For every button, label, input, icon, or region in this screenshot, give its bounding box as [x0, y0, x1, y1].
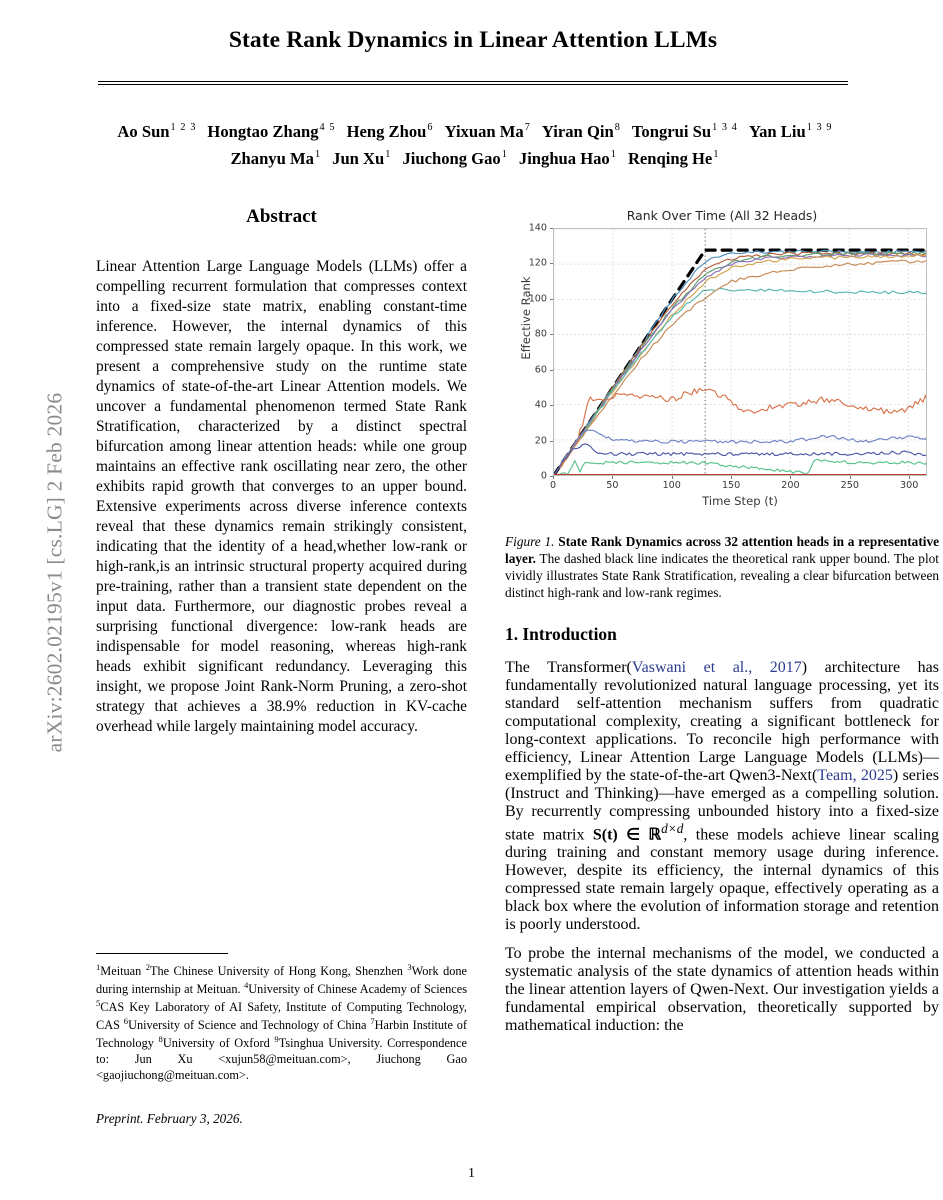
author-line-1	[70, 119, 880, 146]
chart-xtick-mark	[553, 476, 554, 479]
intro-p1-c: ) series (Instruct and Thinking)—have emerged as a compelling solution. By recurrently compressing unbounded history into a fixed-size state matrix	[505, 766, 940, 843]
chart-series-head-high-6	[554, 288, 926, 475]
author-name: Hongtao Zhang$^{4 5}$	[207, 122, 336, 141]
author-affiliation-marker: 7	[524, 122, 531, 134]
footnote-affiliation: CAS Key Laboratory of AI Safety, Institute of Computing Technology, CAS	[96, 1000, 467, 1033]
author-name: Heng Zhou$^6$	[346, 122, 434, 141]
footnote-text	[96, 962, 467, 1084]
arxiv-stamp: arXiv:2602.02195v1 [cs.LG] 2 Feb 2026	[42, 392, 67, 753]
footnote-marker: 1	[96, 962, 101, 972]
chart-ytick-label: 20	[534, 435, 547, 447]
author-name: Yan Liu$^{1 3 9}$	[748, 122, 833, 141]
footnotes-block	[96, 953, 467, 1127]
chart-ylabel: Effective Rank	[519, 276, 533, 360]
footnote-marker: 8	[158, 1034, 163, 1045]
figure-caption	[505, 534, 939, 602]
chart-ytick-label: 100	[528, 293, 547, 305]
introduction-paragraph-2: To probe the internal mechanisms of the model, we conducted a systematic analysis of the state dynamics of attention heads within the linear attention layers of Qwen-Next. Our investigation yields a fundamental empirical observation, theoretically supported by mathematical induction: the	[505, 944, 939, 1034]
chart-xtick-mark	[850, 476, 851, 479]
footnote-marker: 4	[244, 980, 249, 991]
chart-ytick-label: 60	[534, 364, 547, 376]
author-name: Jinghua Hao$^1$	[518, 148, 617, 168]
author-name: Jiuchong Gao$^1$	[402, 148, 508, 168]
footnote-marker: 2	[145, 962, 150, 972]
author-affiliation-marker: 8	[614, 122, 621, 134]
author-affiliation-marker: 1	[610, 149, 617, 161]
footnote-affiliation: University of Oxford	[162, 1036, 275, 1051]
author-affiliation-marker: 1	[713, 149, 720, 161]
footnote-affiliation: Meituan	[100, 964, 146, 979]
preprint-line: Preprint. February 3, 2026.	[96, 1111, 243, 1127]
chart-title: Rank Over Time (All 32 Heads)	[626, 208, 818, 223]
citation-vaswani[interactable]: Vaswani et al., 2017	[631, 658, 802, 676]
author-line-2	[70, 146, 880, 173]
footnote-affiliation: Tsinghua University. Correspondence to: Jun Xu <xujun58@meituan.com>, Jiuchong Gao <gaojiuchong@meituan.com>.	[96, 1036, 467, 1083]
chart-plot-area	[553, 228, 927, 476]
footnote-marker: 9	[274, 1034, 279, 1045]
author-list	[70, 119, 880, 173]
figure-caption-bold: State Rank Dynamics across 32 attention heads in a representative layer.	[505, 534, 940, 566]
chart-xtick-mark	[909, 476, 910, 479]
chart-svg	[554, 229, 926, 475]
figure-caption-rest: The dashed black line indicates the theoretical rank upper bound. The plot vividly illustrates State Rank Stratification, revealing a clear bifurcation between distinct high-rank and low-rank regimes.	[505, 550, 939, 600]
author-affiliation-marker: 1	[314, 149, 322, 161]
state-matrix-math-exponent: d×d	[661, 820, 684, 836]
section-heading-introduction: 1. Introduction	[505, 623, 617, 644]
author-name: Renqing He$^1$	[627, 148, 720, 168]
footnote-affiliation: Work done during internship at Meituan.	[96, 964, 467, 997]
citation-team[interactable]: Team, 2025	[817, 766, 893, 784]
chart-xtick-mark	[731, 476, 732, 479]
chart-xtick-label: 100	[662, 480, 681, 491]
chart-xtick-label: 300	[900, 480, 919, 491]
author-name: Zhanyu Ma$^1$	[230, 148, 322, 168]
page-number: 1	[468, 1166, 475, 1181]
chart-ytick-label: 140	[528, 222, 547, 234]
chart-xtick-label: 200	[781, 480, 800, 491]
introduction-paragraph-1	[505, 659, 939, 934]
chart-xtick-label: 150	[721, 480, 741, 491]
title-block	[98, 26, 848, 85]
chart-ytick-mark	[550, 405, 553, 406]
chart-xtick-mark	[672, 476, 673, 479]
chart-ytick-label: 0	[540, 470, 547, 482]
chart-xtick-mark	[612, 476, 613, 479]
author-affiliation-marker: 1	[385, 149, 392, 161]
figure-1	[505, 206, 939, 1046]
chart-ytick-mark	[550, 334, 553, 335]
intro-p1-a: The Transformer(	[505, 658, 632, 676]
introduction-section	[505, 624, 939, 1035]
state-matrix-math: S(t) ∈ ℝ	[592, 825, 662, 843]
chart-xlabel: Time Step (t)	[702, 494, 778, 508]
footnote-marker: 5	[96, 998, 101, 1009]
author-affiliation-marker: 1 2 3	[170, 122, 197, 134]
title-divider	[98, 81, 848, 85]
footnote-divider	[96, 953, 228, 954]
footnote-marker: 3	[407, 962, 412, 972]
footnote-affiliation: Harbin Institute of Technology	[96, 1018, 468, 1051]
left-column	[96, 205, 467, 737]
author-name: Jun Xu$^1$	[332, 148, 392, 168]
author-name: Yiran Qin$^8$	[541, 122, 621, 141]
footnote-affiliation: University of Chinese Academy of Sciences	[248, 982, 467, 997]
chart-ytick-mark	[550, 263, 553, 264]
chart-ytick-mark	[550, 441, 553, 442]
footnote-affiliation: University of Science and Technology of China	[128, 1018, 371, 1033]
chart-ytick-label: 40	[534, 399, 547, 411]
page-title: State Rank Dynamics in Linear Attention LLMs	[228, 27, 718, 53]
author-name: Yixuan Ma$^7$	[444, 122, 531, 141]
chart-ytick-mark	[550, 299, 553, 300]
author-affiliation-marker: 1 3 4	[712, 122, 738, 134]
chart-xtick-label: 50	[606, 480, 619, 491]
chart-xtick-label: 250	[840, 480, 859, 491]
intro-p1-d: , these models achieve linear scaling during training and constant memory usage during inference. However, despite its efficiency, the internal dynamics of this compressed state remain largely opaque, effectively operating as a black box where the evolution of information storage and retention is poorly understood.	[505, 825, 939, 933]
intro-p1-b: ) architecture has fundamentally revolutionized natural language processing, yet its standard self-attention mechanism suffers from quadratic computational complexity, creating a significant bottleneck for long-context applications. To reconcile high performance with efficiency, Linear Attention Large Language Models (LLMs)—exemplified by the state-of-the-art Qwen3-Next(	[505, 658, 940, 784]
author-affiliation-marker: 1 3 9	[806, 122, 833, 134]
author-name: Tongrui $Su^{1 3 4}$	[631, 122, 738, 141]
chart-ytick-mark	[550, 228, 553, 229]
abstract-body: Linear Attention Large Language Models (LLMs) offer a compelling recurrent formulation that compresses context into a fixed-size state matrix, enabling constant-time inference. However, the internal dynamics of this compressed state remain largely opaque. In this work, we present a comprehensive study on the runtime state dynamics of state-of-the-art Linear Attention models. We uncover a fundamental phenomenon termed State Rank Stratification, characterized by a distinct spectral bifurcation among linear attention heads: while one group maintains an effective rank oscillating near zero, the other exhibits rapid growth that converges to an upper bound. Extensive experiments across diverse inference contexts reveal that these dynamics remain strikingly consistent, indicating that the identity of a head,whether low-rank or high-rank,is an intrinsic structural property acquired during pre-training, rather than a transient state dependent on the input data. Furthermore, our diagnostic probes reveal a surprising functional divergence: low-rank heads are indispensable for model reasoning, whereas high-rank heads exhibit significant redundancy. Leveraging this insight, we propose Joint Rank-Norm Pruning, a zero-shot strategy that achieves a 38.9% reduction in KV-cache overhead while largely maintaining model accuracy.	[96, 257, 467, 736]
footnote-marker: 7	[370, 1016, 375, 1027]
chart-ytick-label: 80	[534, 328, 547, 340]
chart-xtick-mark	[790, 476, 791, 479]
author-affiliation-marker: 1	[501, 149, 508, 161]
figure-label: Figure 1.	[505, 534, 555, 549]
author-name: Ao Sun$^{1 2 3}$	[117, 122, 197, 141]
chart-series-head-low-indigo	[554, 444, 926, 475]
author-affiliation-marker: 6	[427, 122, 434, 134]
abstract-heading: Abstract	[246, 206, 317, 227]
author-affiliation-marker: 4 5	[319, 122, 336, 134]
chart-ytick-label: 120	[528, 257, 547, 269]
chart-ytick-mark	[550, 370, 553, 371]
chart-xtick-label: 0	[549, 480, 557, 491]
footnote-affiliation: The Chinese University of Hong Kong, Shenzhen	[150, 964, 408, 979]
footnote-marker: 6	[123, 1016, 129, 1027]
chart-series-head-low-green	[554, 459, 926, 475]
rank-over-time-chart	[505, 206, 939, 516]
